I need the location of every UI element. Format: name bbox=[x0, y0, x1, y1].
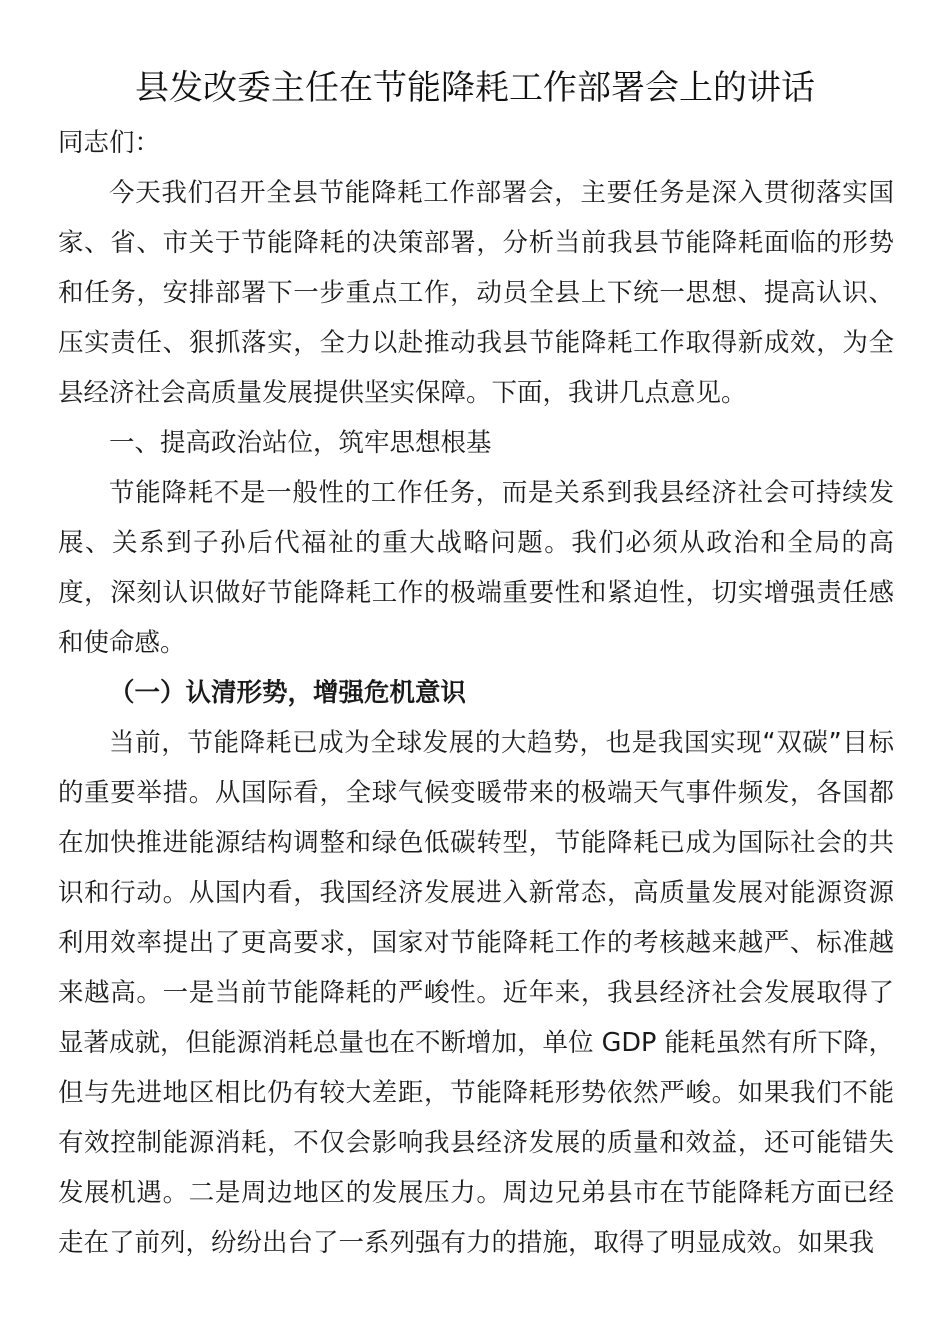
paragraph-section-1: 节能降耗不是一般性的工作任务，而是关系到我县经济社会可持续发展、关系到子孙后代福祉的重大战略问题。我们必须从政治和全局的高度，深刻认识做好节能降耗工作的极端重要性和紧迫性，切实增强责任感和使命感。 bbox=[58, 478, 894, 658]
section-heading-1: 一、提高政治站位，筑牢思想根基 bbox=[109, 428, 492, 458]
salutation: 同志们： bbox=[58, 128, 161, 158]
document-title: 县发改委主任在节能降耗工作部署会上的讲话 bbox=[135, 68, 815, 108]
document-body bbox=[58, 118, 894, 1268]
paragraph-intro: 今天我们召开全县节能降耗工作部署会，主要任务是深入贯彻落实国家、省、市关于节能降耗的决策部署，分析当前我县节能降耗面临的形势和任务，安排部署下一步重点工作，动员全县上下统一思想、提高认识、压实责任、狠抓落实，全力以赴推动我县节能降耗工作取得新成效，为全县经济社会高质量发展提供坚实保障。下面，我讲几点意见。 bbox=[58, 178, 894, 408]
subsection-heading-1: （一）认清形势，增强危机意识 bbox=[109, 678, 467, 708]
paragraph-subsection-1: 当前，节能降耗已成为全球发展的大趋势，也是我国实现“双碳”目标的重要举措。从国际看，全球气候变暖带来的极端天气事件频发，各国都在加快推进能源结构调整和绿色低碳转型，节能降耗已成为国际社会的共识和行动。从国内看，我国经济发展进入新常态，高质量发展对能源资源利用效率提出了更高要求，国家对节能降耗工作的考核越来越严、标准越来越高。一是当前节能降耗的严峻性。近年来，我县经济社会发展取得了显著成就，但能源消耗总量也在不断增加，单位 GDP 能耗虽然有所下降，但与先进地区相比仍有较大差距，节能降耗形势依然严峻。如果我们不能有效控制能源消耗，不仅会影响我县经济发展的质量和效益，还可能错失发展机遇。二是周边地区的发展压力。周边兄弟县市在节能降耗方面已经走在了前列，纷纷出台了一系列强有力的措施，取得了明显成效。如果我 bbox=[58, 728, 894, 1258]
